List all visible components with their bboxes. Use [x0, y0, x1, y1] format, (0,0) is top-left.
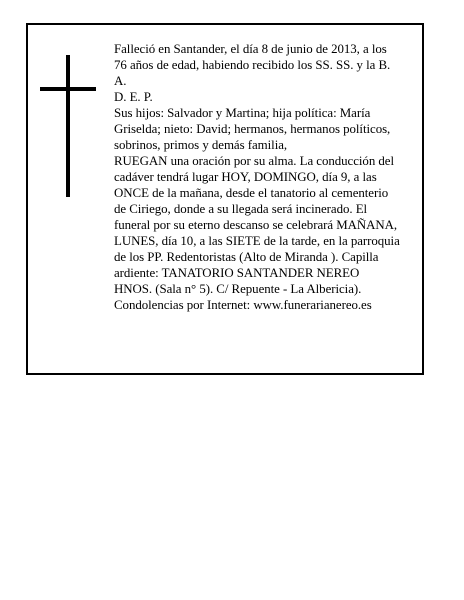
- obituary-notice: [26, 23, 424, 375]
- obituary-line-17: Condolencias por Internet: www.funerarianereo.es: [114, 298, 372, 312]
- cross-vertical-bar: [66, 55, 70, 197]
- obituary-line-15: ardiente: TANATORIO SANTANDER NEREO: [114, 266, 360, 280]
- obituary-text: [114, 41, 414, 313]
- obituary-line-5: Sus hijos: Salvador y Martina; hija política: María: [114, 106, 371, 120]
- obituary-line-3: A.: [114, 74, 127, 88]
- obituary-line-2: 76 años de edad, habiendo recibido los SS. SS. y la B.: [114, 58, 391, 72]
- latin-cross-icon: [40, 55, 96, 197]
- obituary-line-11: de Ciriego, donde a su llegada será incinerado. El: [114, 202, 368, 216]
- obituary-line-4: D. E. P.: [114, 90, 153, 104]
- obituary-line-12: funeral por su eterno descanso se celebrará MAÑANA,: [114, 218, 398, 232]
- obituary-line-14: de los PP. Redentoristas (Alto de Miranda ). Capilla: [114, 250, 379, 264]
- obituary-line-10: ONCE de la mañana, desde el tanatorio al cementerio: [114, 186, 389, 200]
- cross-horizontal-bar: [40, 87, 96, 91]
- obituary-line-8: RUEGAN una oración por su alma. La conducción del: [114, 154, 394, 168]
- obituary-line-7: sobrinos, primos y demás familia,: [114, 138, 288, 152]
- obituary-line-13: LUNES, día 10, a las SIETE de la tarde, en la parroquia: [114, 234, 400, 248]
- obituary-line-9: cadáver tendrá lugar HOY, DOMINGO, día 9, a las: [114, 170, 377, 184]
- obituary-line-16: HNOS. (Sala n° 5). C/ Repuente - La Albericia).: [114, 282, 362, 296]
- obituary-line-1: Falleció en Santander, el día 8 de junio de 2013, a los: [114, 42, 387, 56]
- obituary-line-6: Griselda; nieto: David; hermanos, hermanos políticos,: [114, 122, 391, 136]
